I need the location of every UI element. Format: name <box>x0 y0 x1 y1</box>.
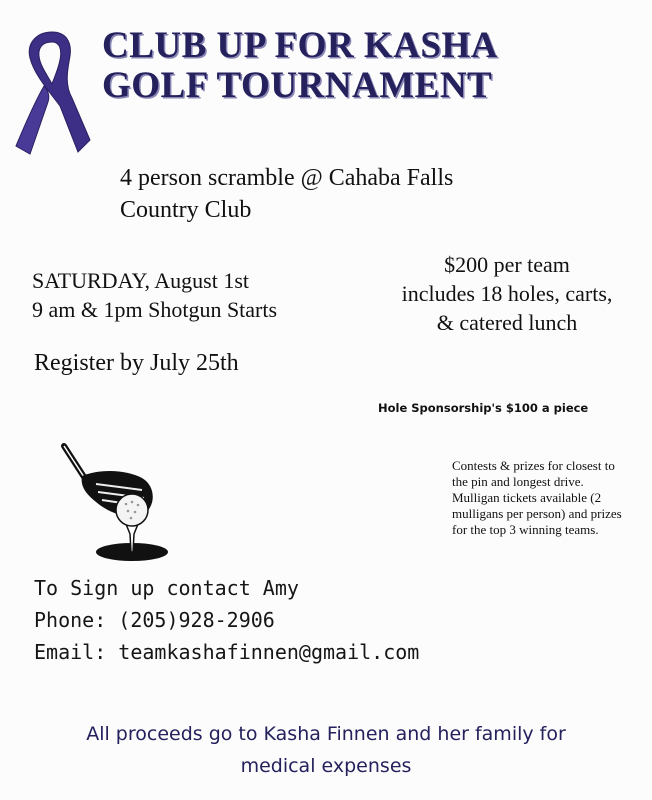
price-line-2: includes 18 holes, carts, <box>401 281 613 306</box>
contact-info <box>34 572 419 668</box>
schedule <box>32 266 372 324</box>
awareness-ribbon-icon <box>8 28 98 160</box>
event-line-1: 4 person scramble @ Cahaba Falls <box>120 165 454 191</box>
golf-club-ball-icon <box>56 440 176 565</box>
event-description <box>120 162 590 226</box>
contact-name: To Sign up contact Amy <box>34 576 299 600</box>
contact-email: Email: teamkashafinnen@gmail.com <box>34 640 420 664</box>
price-line-3: & catered lunch <box>436 310 578 335</box>
proceeds-line-1: All proceeds go to Kasha Finnen and her family for <box>86 723 566 745</box>
title-line-1: CLUB UP FOR KASHA <box>102 25 499 66</box>
schedule-date: SATURDAY, August 1st <box>32 268 250 293</box>
price-line-1: $200 per team <box>444 252 570 277</box>
hole-sponsorship: Hole Sponsorship's $100 a piece <box>378 401 589 415</box>
event-line-2: Country Club <box>120 197 252 223</box>
proceeds-note <box>10 718 642 782</box>
proceeds-line-2: medical expenses <box>240 755 412 777</box>
contests-info: Contests & prizes for closest to the pin and longest drive. Mulligan tickets available (2 mulligans per person) and prizes for the top 3 winning teams. <box>452 458 622 537</box>
page-title <box>102 26 622 106</box>
contact-phone: Phone: (205)928-2906 <box>34 608 275 632</box>
pricing <box>368 250 646 337</box>
register-deadline: Register by July 25th <box>34 350 239 376</box>
title-line-2: GOLF TOURNAMENT <box>102 65 493 106</box>
schedule-times: 9 am & 1pm Shotgun Starts <box>32 297 278 322</box>
